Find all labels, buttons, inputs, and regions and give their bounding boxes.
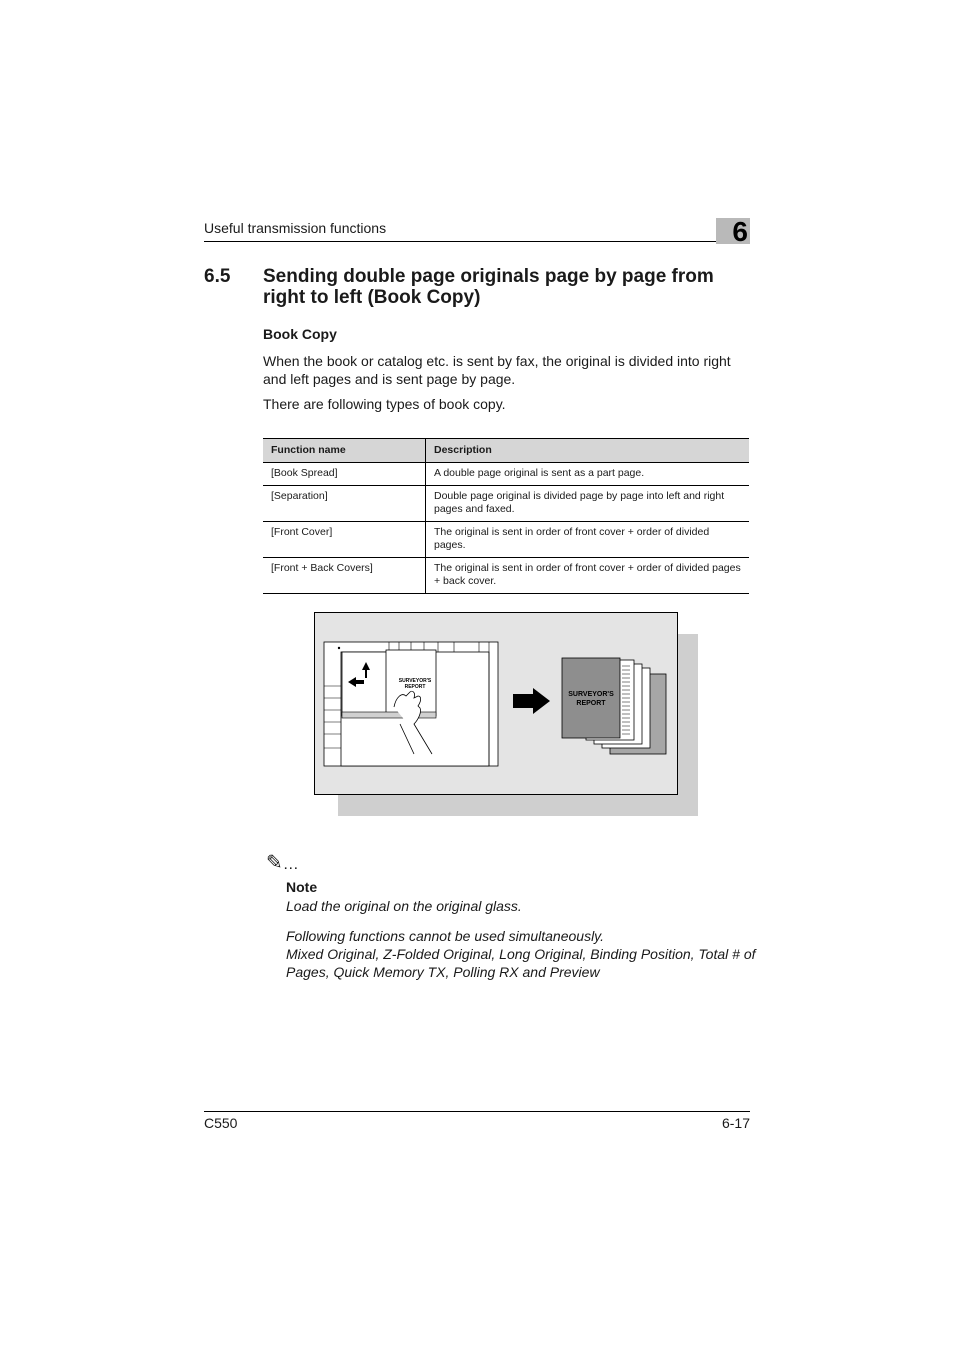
function-name-cell: [Front + Back Covers]	[263, 558, 426, 594]
running-header: Useful transmission functions	[204, 220, 387, 236]
book-label-line1: SURVEYOR'S	[398, 678, 432, 684]
function-name-cell: [Front Cover]	[263, 522, 426, 558]
book-label-line2: REPORT	[404, 684, 426, 690]
note-line: Mixed Original, Z-Folded Original, Long Original, Binding Position, Total # of Pages, Quick Memory TX, Polling RX and Preview	[286, 946, 756, 980]
footer-rule	[204, 1111, 750, 1112]
chapter-number-tab: 6	[716, 218, 750, 244]
subheading: Book Copy	[263, 326, 337, 342]
table-row	[263, 558, 749, 594]
column-header-function: Function name	[263, 439, 426, 463]
description-cell: A double page original is sent as a part page.	[426, 463, 750, 486]
function-name-cell: [Book Spread]	[263, 463, 426, 486]
function-name-cell: [Separation]	[263, 486, 426, 522]
pencil-note-icon: ✎…	[266, 852, 300, 874]
column-header-description: Description	[426, 439, 750, 463]
table-header-row	[263, 439, 749, 463]
description-cell: The original is sent in order of front cover + order of divided pages + back cover.	[426, 558, 750, 594]
table-row	[263, 522, 749, 558]
intro-paragraph: When the book or catalog etc. is sent by fax, the original is divided into right and left pages and is sent page by page.	[263, 353, 731, 387]
report-label-line2: REPORT	[576, 700, 606, 707]
book-copy-function-table	[263, 438, 749, 594]
note-line: Load the original on the original glass.	[286, 898, 522, 914]
footer-model: C550	[204, 1115, 238, 1131]
open-book-drawing	[342, 650, 436, 718]
note-label: Note	[286, 879, 318, 895]
book-copy-illustration	[314, 612, 704, 818]
note-line: Following functions cannot be used simultaneously.	[286, 928, 605, 944]
table-row	[263, 486, 749, 522]
header-rule	[204, 241, 716, 242]
footer-page-number: 6-17	[721, 1115, 750, 1131]
section-number: 6.5	[204, 266, 231, 287]
table-row	[263, 463, 749, 486]
types-paragraph: There are following types of book copy.	[263, 396, 506, 412]
section-title: Sending double page originals page by page from right to left (Book Copy)	[263, 266, 714, 308]
description-cell: The original is sent in order of front cover + order of divided pages.	[426, 522, 750, 558]
report-label-line1: SURVEYOR'S	[568, 691, 614, 698]
description-cell: Double page original is divided page by page into left and right pages and faxed.	[426, 486, 750, 522]
